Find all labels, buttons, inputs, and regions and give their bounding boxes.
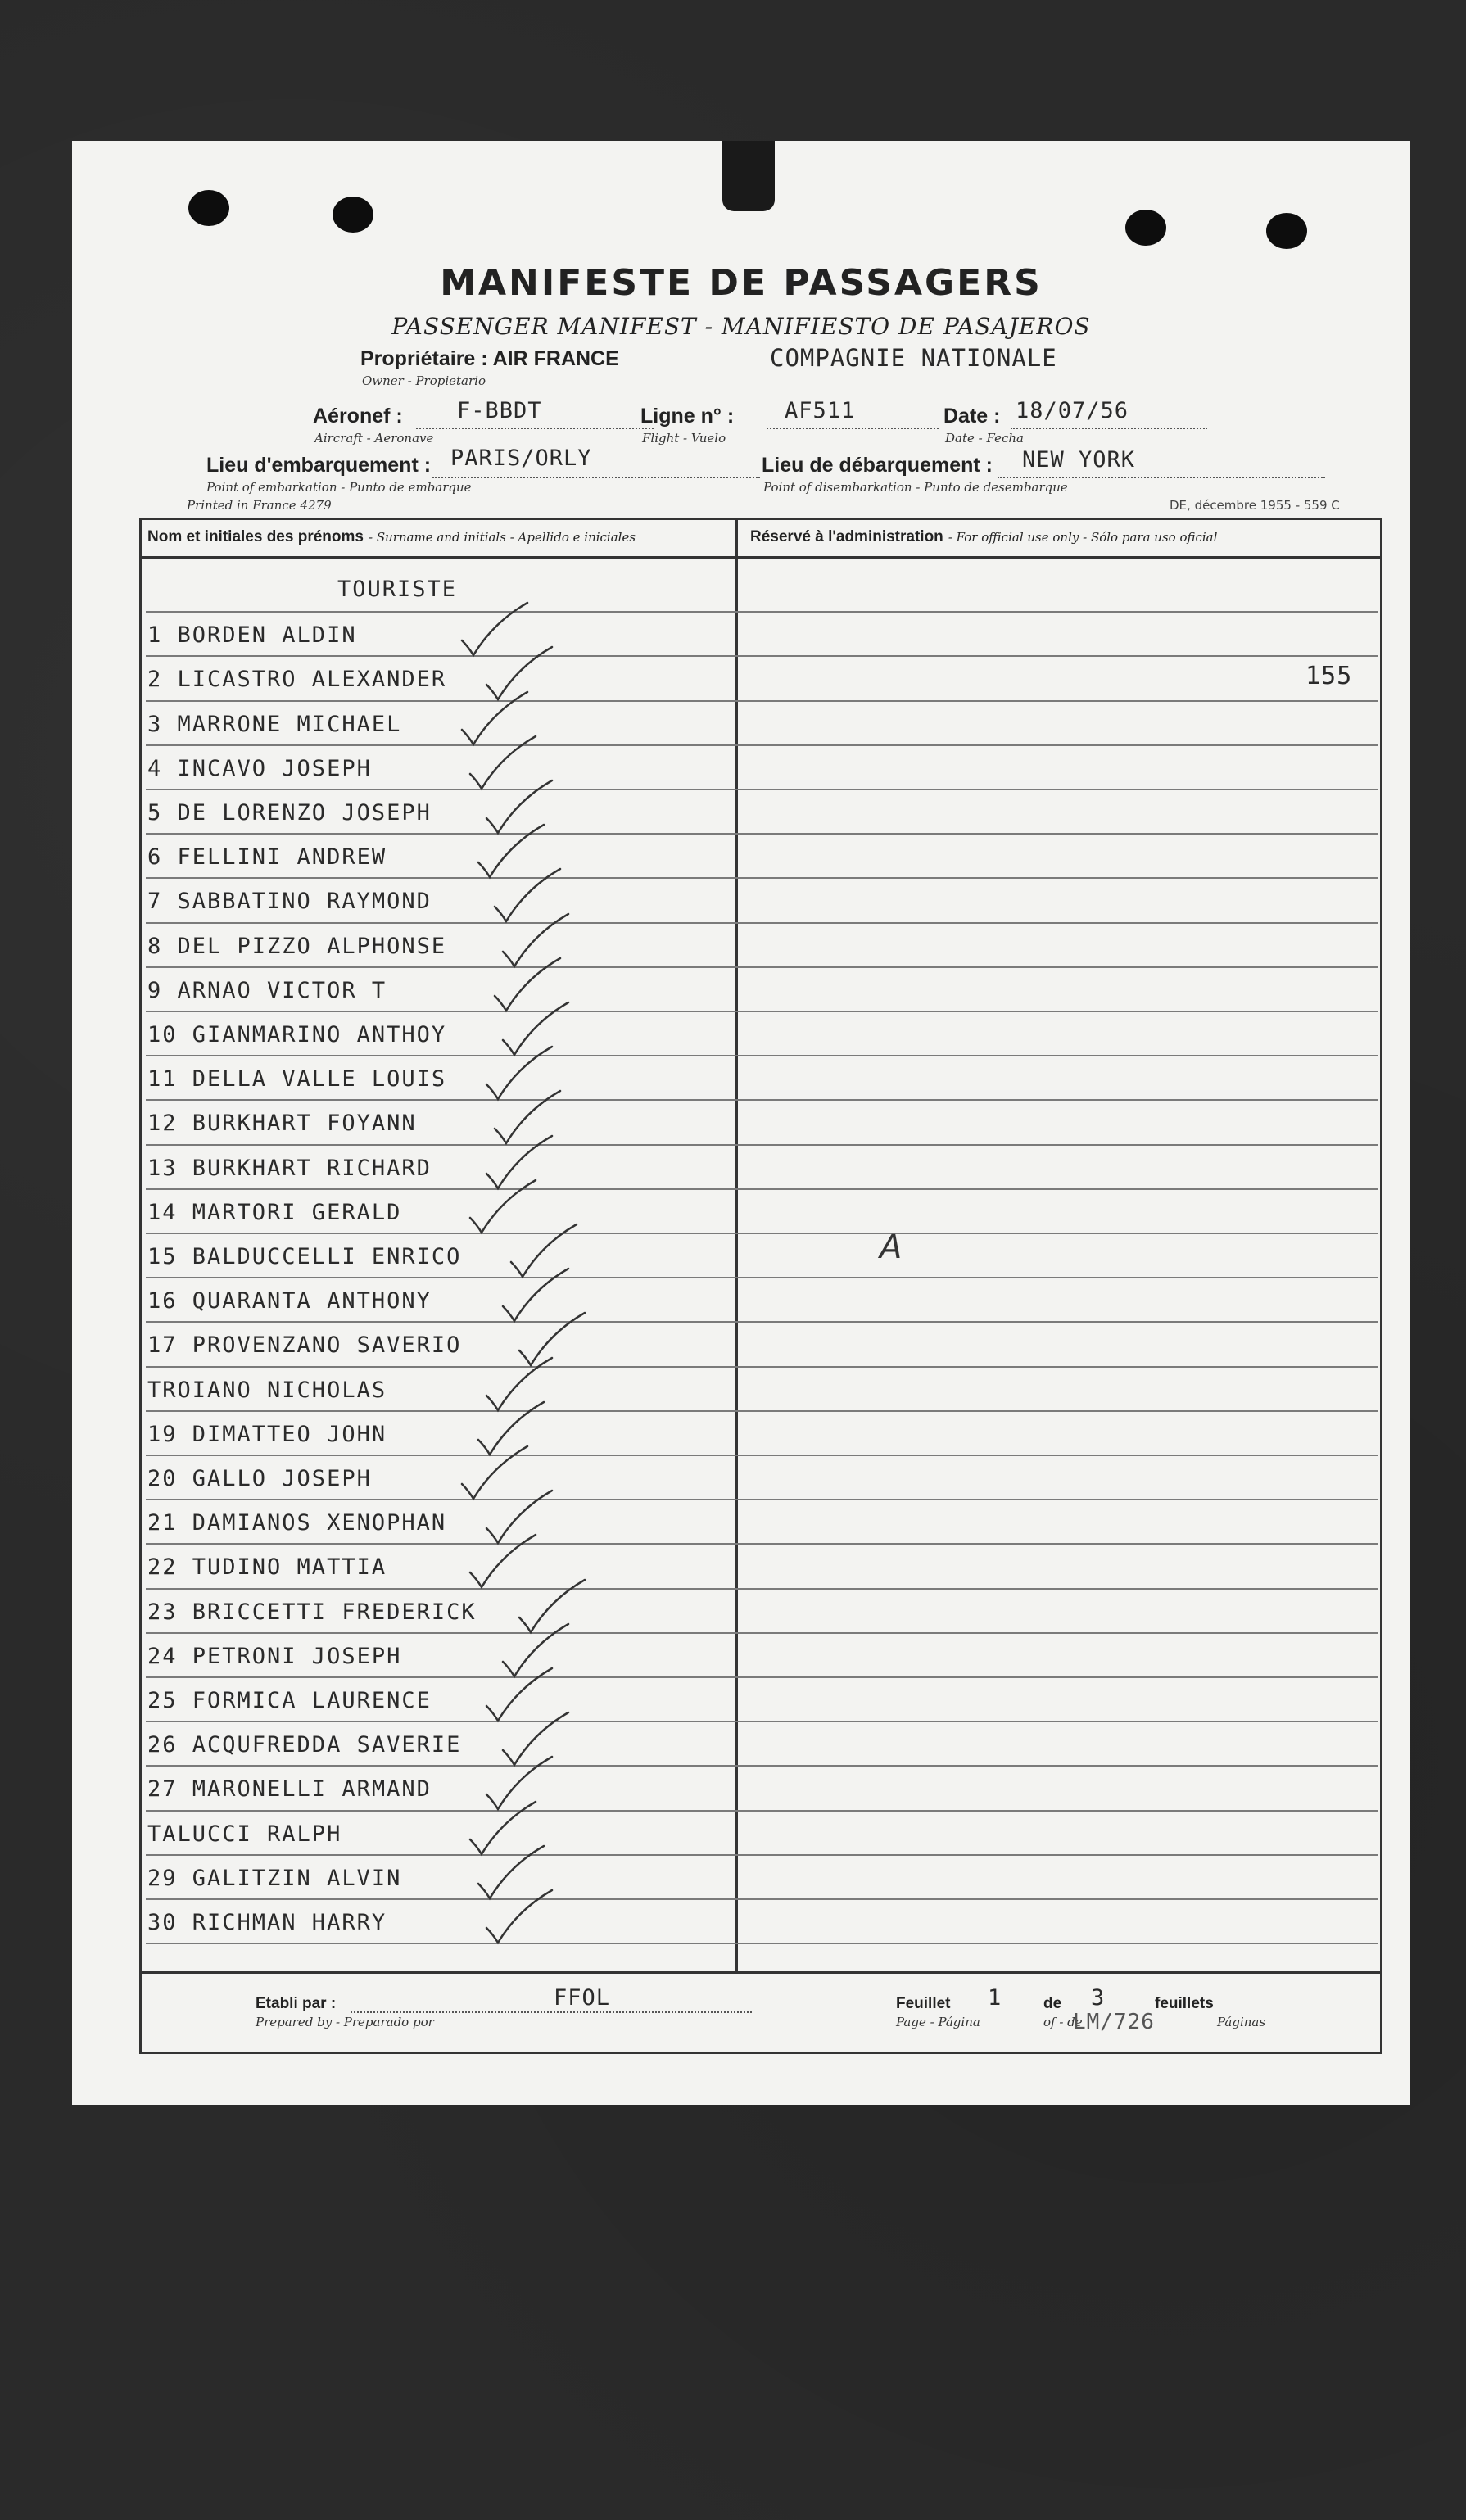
checkmark-icon: [482, 1885, 555, 1951]
passenger-name: 14 MARTORI GERALD: [147, 1199, 402, 1225]
form-code: DE, décembre 1955 - 559 C: [1170, 498, 1340, 513]
row-separator: [146, 1588, 1378, 1590]
passenger-name: 19 DIMATTEO JOHN: [147, 1421, 387, 1447]
passenger-name: 2 LICASTRO ALEXANDER: [147, 667, 447, 693]
embark-value: PARIS/ORLY: [450, 446, 592, 471]
manifest-page: [72, 141, 1410, 2105]
passenger-name: 26 ACQUFREDDA SAVERIE: [147, 1732, 462, 1758]
passenger-name: 25 FORMICA LAURENCE: [147, 1688, 432, 1713]
row-separator: [146, 1943, 1378, 1944]
passenger-name: 17 PROVENZANO SAVERIO: [147, 1332, 462, 1359]
row-separator: [146, 1321, 1378, 1323]
of-value: 3: [1091, 1985, 1106, 2011]
row-separator: [146, 1632, 1378, 1634]
passenger-name: 11 DELLA VALLE LOUIS: [147, 1066, 447, 1093]
punch-hole: [188, 190, 229, 226]
disembark-sublabel: Point of disembarkation - Punto de desembarque: [763, 480, 1068, 495]
page-sublabel: Page - Página: [896, 2015, 980, 2029]
aircraft-sublabel: Aircraft - Aeronave: [314, 431, 434, 446]
pages-sublabel: Páginas: [1217, 2015, 1266, 2029]
passenger-name: 10 GIANMARINO ANTHOY: [147, 1022, 447, 1047]
official-annotation-155: 155: [1305, 662, 1353, 690]
date-label: Date :: [943, 405, 1001, 428]
page-stamp: LM/726: [1073, 2010, 1155, 2034]
passenger-name: 1 BORDEN ALDIN: [147, 622, 357, 649]
row-separator: [146, 1721, 1378, 1722]
embark-label: Lieu d'embarquement :: [206, 454, 432, 477]
row-separator: [146, 1455, 1378, 1456]
row-separator: [146, 1410, 1378, 1412]
passenger-name: 8 DEL PIZZO ALPHONSE: [147, 933, 447, 959]
row-separator: [146, 966, 1378, 968]
punch-hole: [333, 197, 373, 233]
prepared-by-sublabel: Prepared by - Preparado por: [256, 2015, 434, 2029]
aircraft-label: Aéronef :: [313, 405, 403, 428]
disembark-label: Lieu de débarquement :: [762, 454, 993, 477]
header-separator: [139, 556, 1382, 559]
row-separator: [146, 1765, 1378, 1767]
paper-notch: [722, 141, 775, 211]
passenger-name: 27 MARONELLI ARMAND: [147, 1776, 432, 1803]
row-separator: [146, 700, 1378, 702]
column-divider: [735, 518, 738, 1974]
surname-column-header: [147, 527, 636, 546]
passenger-name: 24 PETRONI JOSEPH: [147, 1643, 402, 1669]
row-separator: [146, 833, 1378, 835]
disembark-value: NEW YORK: [1022, 447, 1136, 473]
passenger-name: 29 GALITZIN ALVIN: [147, 1865, 402, 1891]
row-separator: [146, 1898, 1378, 1900]
surname-header-text: Nom et initiales des prénoms: [147, 528, 364, 545]
row-separator: [146, 877, 1378, 879]
row-separator: [146, 1188, 1378, 1190]
punch-hole: [1266, 213, 1307, 249]
manifest-subtitle: PASSENGER MANIFEST - MANIFIESTO DE PASAJEROS: [391, 313, 1091, 340]
passenger-name: 7 SABBATINO RAYMOND: [147, 889, 432, 915]
row-separator: [146, 789, 1378, 790]
passenger-name: TALUCCI RALPH: [147, 1821, 342, 1847]
of-sublabel: of - de: [1043, 2015, 1083, 2029]
row-separator: [146, 1099, 1378, 1101]
manifest-title: MANIFESTE DE PASSAGERS: [440, 262, 1043, 304]
passenger-name: 12 BURKHART FOYANN: [147, 1111, 417, 1137]
date-sublabel: Date - Fecha: [945, 431, 1024, 446]
passenger-name: 5 DE LORENZO JOSEPH: [147, 800, 432, 826]
passenger-name: 22 TUDINO MATTIA: [147, 1554, 387, 1581]
row-separator: [146, 1499, 1378, 1500]
embark-sublabel: Point of embarkation - Punto de embarque: [206, 480, 472, 495]
official-header-translation: - For official use only - Sólo para uso oficial: [948, 530, 1218, 545]
row-separator: [146, 611, 1378, 613]
flight-sublabel: Flight - Vuelo: [642, 431, 726, 446]
row-separator: [146, 1055, 1378, 1056]
punch-hole: [1125, 210, 1166, 246]
page-value: 1: [988, 1985, 1002, 2011]
row-separator: [146, 655, 1378, 657]
row-separator: [146, 1011, 1378, 1012]
prepared-by-label: Etabli par :: [256, 1995, 337, 2012]
date-value: 18/07/56: [1016, 398, 1129, 423]
passenger-name: 21 DAMIANOS XENOPHAN: [147, 1510, 447, 1536]
passenger-name: 3 MARRONE MICHAEL: [147, 711, 402, 737]
printed-note: Printed in France 4279: [187, 498, 332, 513]
row-separator: [146, 922, 1378, 924]
passenger-name: 30 RICHMAN HARRY: [147, 1910, 387, 1935]
row-separator: [146, 744, 1378, 746]
flight-label: Ligne n° :: [640, 405, 735, 428]
row-separator: [146, 1543, 1378, 1545]
row-separator: [146, 1366, 1378, 1368]
official-header-text: Réservé à l'administration: [750, 528, 943, 545]
flight-value: AF511: [785, 398, 856, 423]
sheets-label: feuillets: [1155, 1995, 1214, 2012]
passenger-name: 23 BRICCETTI FREDERICK: [147, 1599, 477, 1625]
row-separator: [146, 1676, 1378, 1678]
passenger-name: 16 QUARANTA ANTHONY: [147, 1288, 432, 1314]
owner-value: COMPAGNIE NATIONALE: [770, 344, 1057, 372]
row-separator: [146, 1144, 1378, 1146]
prepared-by-value: FFOL: [554, 1985, 611, 2011]
passenger-name: 20 GALLO JOSEPH: [147, 1466, 372, 1491]
row-separator: [146, 1277, 1378, 1278]
footer-box: [139, 1974, 1382, 2054]
of-label: de: [1043, 1995, 1062, 2012]
passenger-name: 6 FELLINI ANDREW: [147, 844, 387, 871]
row-separator: [146, 1810, 1378, 1812]
row-separator: [146, 1854, 1378, 1856]
passenger-name: TROIANO NICHOLAS: [147, 1377, 387, 1403]
class-heading: TOURISTE: [337, 577, 458, 602]
passenger-name: 15 BALDUCCELLI ENRICO: [147, 1244, 462, 1269]
passenger-name: 4 INCAVO JOSEPH: [147, 755, 372, 781]
official-column-header: [750, 527, 1217, 546]
passenger-name: 13 BURKHART RICHARD: [147, 1155, 432, 1181]
page-label: Feuillet: [896, 1995, 951, 2012]
passenger-name: 9 ARNAO VICTOR T: [147, 977, 387, 1003]
row-separator: [146, 1233, 1378, 1234]
official-annotation-a: A: [880, 1228, 903, 1266]
owner-label: Propriétaire : AIR FRANCE: [360, 347, 619, 370]
surname-header-translation: - Surname and initials - Apellido e iniciales: [369, 530, 636, 545]
aircraft-value: F-BBDT: [457, 398, 542, 423]
owner-sublabel: Owner - Propietario: [362, 373, 486, 388]
